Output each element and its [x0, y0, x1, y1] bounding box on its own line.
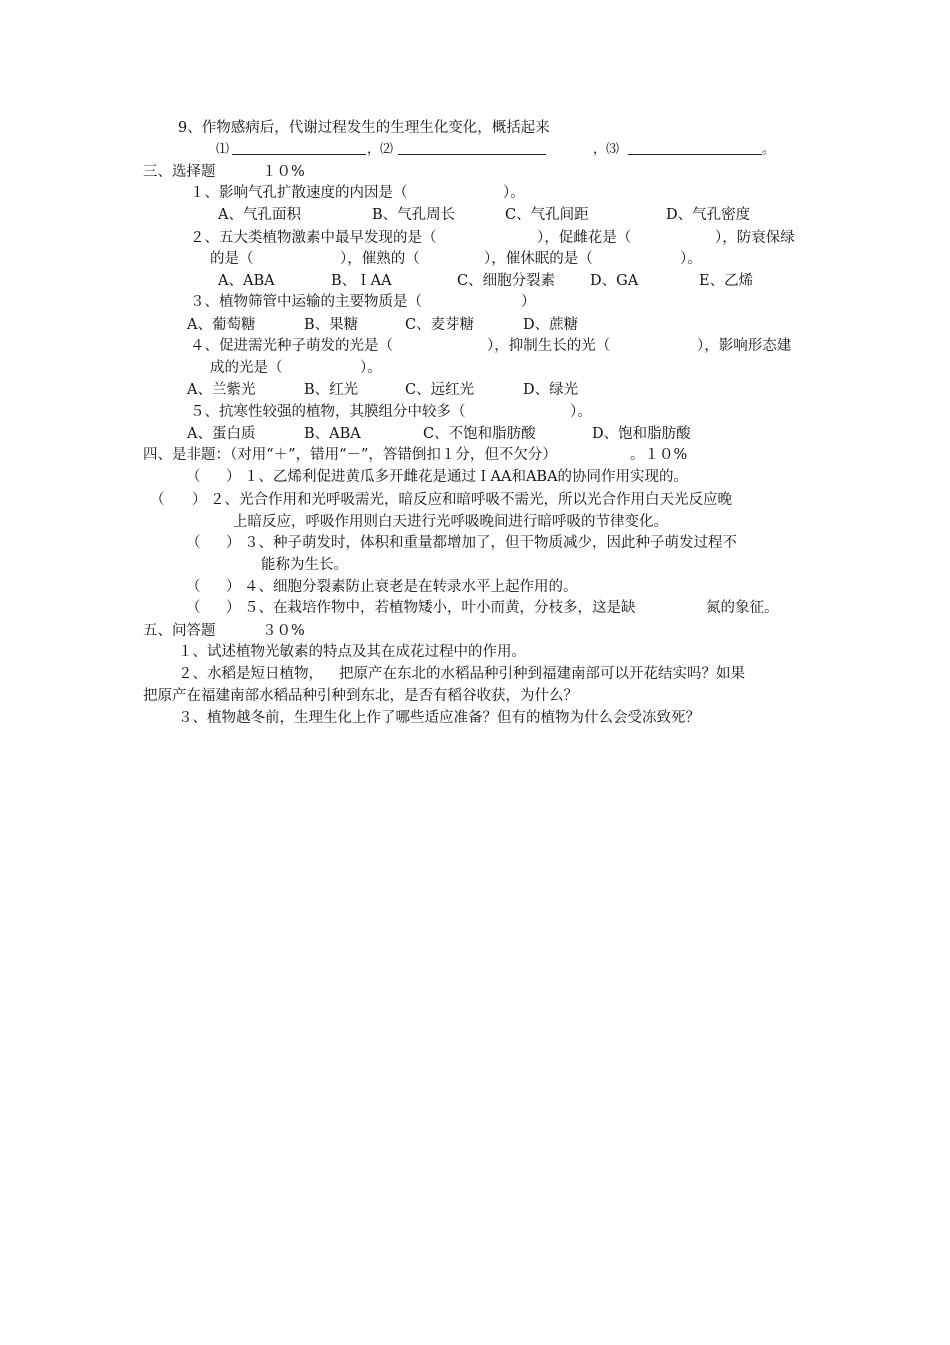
- section-3-score: １０%: [262, 164, 305, 180]
- s4-item-3-close: ）: [226, 535, 241, 551]
- s3-q2-line2-c: ），催休眠的是（: [484, 251, 593, 267]
- s4-item-5-text: ５、在栽培作物中，若植物矮小，叶小而黄，分枝多，这是缺: [244, 600, 636, 616]
- s3-q4-line2-a: 成的光是（: [210, 360, 283, 376]
- s4-item-1-close: ）: [226, 469, 241, 485]
- section-3-title: 三、选择题: [143, 164, 216, 180]
- s5-q2-part-b: 把原产在东北的水稻品种引种到福建南部可以开花结实吗？如果: [339, 666, 745, 682]
- q9-blank-2-marker: ，⑵: [367, 142, 394, 157]
- s5-q2-part-c: 把原产在福建南部水稻品种引种到东北，是否有稻谷收获，为什么？: [143, 688, 578, 704]
- s3-q3-close: ）: [521, 294, 536, 310]
- s4-item-5-close: ）: [226, 600, 241, 616]
- s3-q2-option-b: B、ＩAA: [331, 273, 392, 289]
- s3-q5-stem: ５、抗寒性较强的植物，其膜组分中较多（: [190, 404, 466, 420]
- s3-q5-option-c: C、不饱和脂肪酸: [423, 426, 536, 442]
- s4-item-3-continuation: 能称为生长。: [261, 557, 348, 573]
- s3-q4-line1-b: ），抑制生长的光（: [487, 338, 611, 354]
- s3-q4-line1-a: ４、促进需光种子萌发的光是（: [190, 338, 393, 354]
- s4-item-4-text: ４、细胞分裂素防止衰老是在转录水平上起作用的。: [244, 579, 578, 595]
- s3-q5-option-b: B、ABA: [304, 426, 361, 442]
- s3-q1-option-d: D、气孔密度: [666, 207, 751, 223]
- s3-q2-line2-b: ），催熟的（: [340, 251, 420, 267]
- s3-q4-line1-c: ），影响形态建: [697, 338, 792, 354]
- s3-q2-option-c: C、细胞分裂素: [457, 273, 556, 289]
- section-5-score: ３０%: [262, 623, 305, 639]
- s3-q3-option-d: D、蔗糖: [523, 317, 579, 333]
- s3-q1-stem: １、影响气孔扩散速度的内因是（: [190, 185, 408, 201]
- q9-blank-3: [628, 140, 762, 155]
- s3-q5-option-d: D、饱和脂肪酸: [592, 426, 691, 442]
- s5-q2-part-a: ２、水稻是短日植物，: [178, 666, 323, 682]
- s3-q2-line2-d: ）。: [680, 251, 702, 267]
- s3-q4-option-d: D、绿光: [523, 382, 579, 398]
- q9-blank-2: [398, 140, 546, 155]
- s4-item-5-tail: 氮的象征。: [706, 600, 779, 616]
- s3-q2-line1-c: ），防衰保绿: [715, 230, 795, 246]
- s4-item-2-close: ）: [192, 492, 207, 508]
- s3-q1-option-b: B、气孔周长: [372, 207, 456, 223]
- s5-q1: １、试述植物光敏素的特点及其在成花过程中的作用。: [178, 644, 526, 660]
- s4-item-1-open: （: [186, 469, 201, 485]
- s3-q3-option-c: C、麦芽糖: [405, 317, 475, 333]
- s3-q2-line1-a: ２、五大类植物激素中最早发现的是（: [190, 230, 437, 246]
- s4-item-1-text: １、乙烯利促进黄瓜多开雌花是通过ＩAA和ABA的协同作用实现的。: [244, 469, 689, 485]
- s3-q4-line2-b: ）。: [360, 360, 382, 376]
- q9-blank-3-marker: ，⑶: [593, 142, 620, 157]
- q9-stem: 9、作物感病后，代谢过程发生的生理生化变化，概括起来: [178, 120, 550, 136]
- s3-q1-close: ）。: [503, 185, 525, 201]
- s3-q4-option-c: C、远红光: [405, 382, 475, 398]
- s4-item-4-open: （: [186, 579, 201, 595]
- s4-item-2-open: （: [150, 492, 165, 508]
- s3-q1-option-c: C、气孔间距: [505, 207, 589, 223]
- section-4-title: 四、是非题：（对用“＋”，错用“－”，答错倒扣１分，但不欠分）: [143, 447, 557, 463]
- section-5-title: 五、问答题: [143, 623, 216, 639]
- q9-blank-1: [232, 140, 366, 155]
- s5-q3: ３、植物越冬前，生理生化上作了哪些适应准备？但有的植物为什么会受冻致死？: [178, 710, 700, 726]
- s3-q2-line2-a: 的是（: [210, 251, 254, 267]
- s4-item-3-open: （: [186, 535, 201, 551]
- section-4-score: 。１０%: [630, 447, 688, 463]
- q9-end: 。: [762, 142, 776, 157]
- s3-q1-option-a: A、气孔面积: [218, 207, 301, 223]
- s3-q5-close: ）。: [570, 404, 592, 420]
- s3-q2-line1-b: ），促雌花是（: [537, 230, 632, 246]
- s4-item-4-close: ）: [226, 579, 241, 595]
- s3-q3-stem: ３、植物筛管中运输的主要物质是（: [190, 294, 422, 310]
- s3-q4-option-a: A、兰紫光: [187, 382, 256, 398]
- s4-item-2-text: ２、光合作用和光呼吸需光，暗反应和暗呼吸不需光，所以光合作用白天光反应晚: [210, 492, 732, 508]
- s4-item-3-text: ３、种子萌发时，体积和重量都增加了，但干物质减少，因此种子萌发过程不: [244, 535, 737, 551]
- s3-q2-option-e: E、乙烯: [699, 273, 754, 289]
- s3-q4-option-b: B、红光: [304, 382, 359, 398]
- s4-item-2-continuation: 上暗反应，呼吸作用则白天进行光呼吸晚间进行暗呼吸的节律变化。: [233, 514, 668, 530]
- s3-q2-option-a: A、ABA: [218, 273, 275, 289]
- s3-q3-option-a: A、葡萄糖: [187, 317, 256, 333]
- s3-q2-option-d: D、GA: [590, 273, 639, 289]
- s3-q3-option-b: B、果糖: [304, 317, 359, 333]
- s3-q5-option-a: A、蛋白质: [187, 426, 256, 442]
- q9-blank-1-marker: ⑴: [216, 142, 230, 157]
- s4-item-5-open: （: [186, 600, 201, 616]
